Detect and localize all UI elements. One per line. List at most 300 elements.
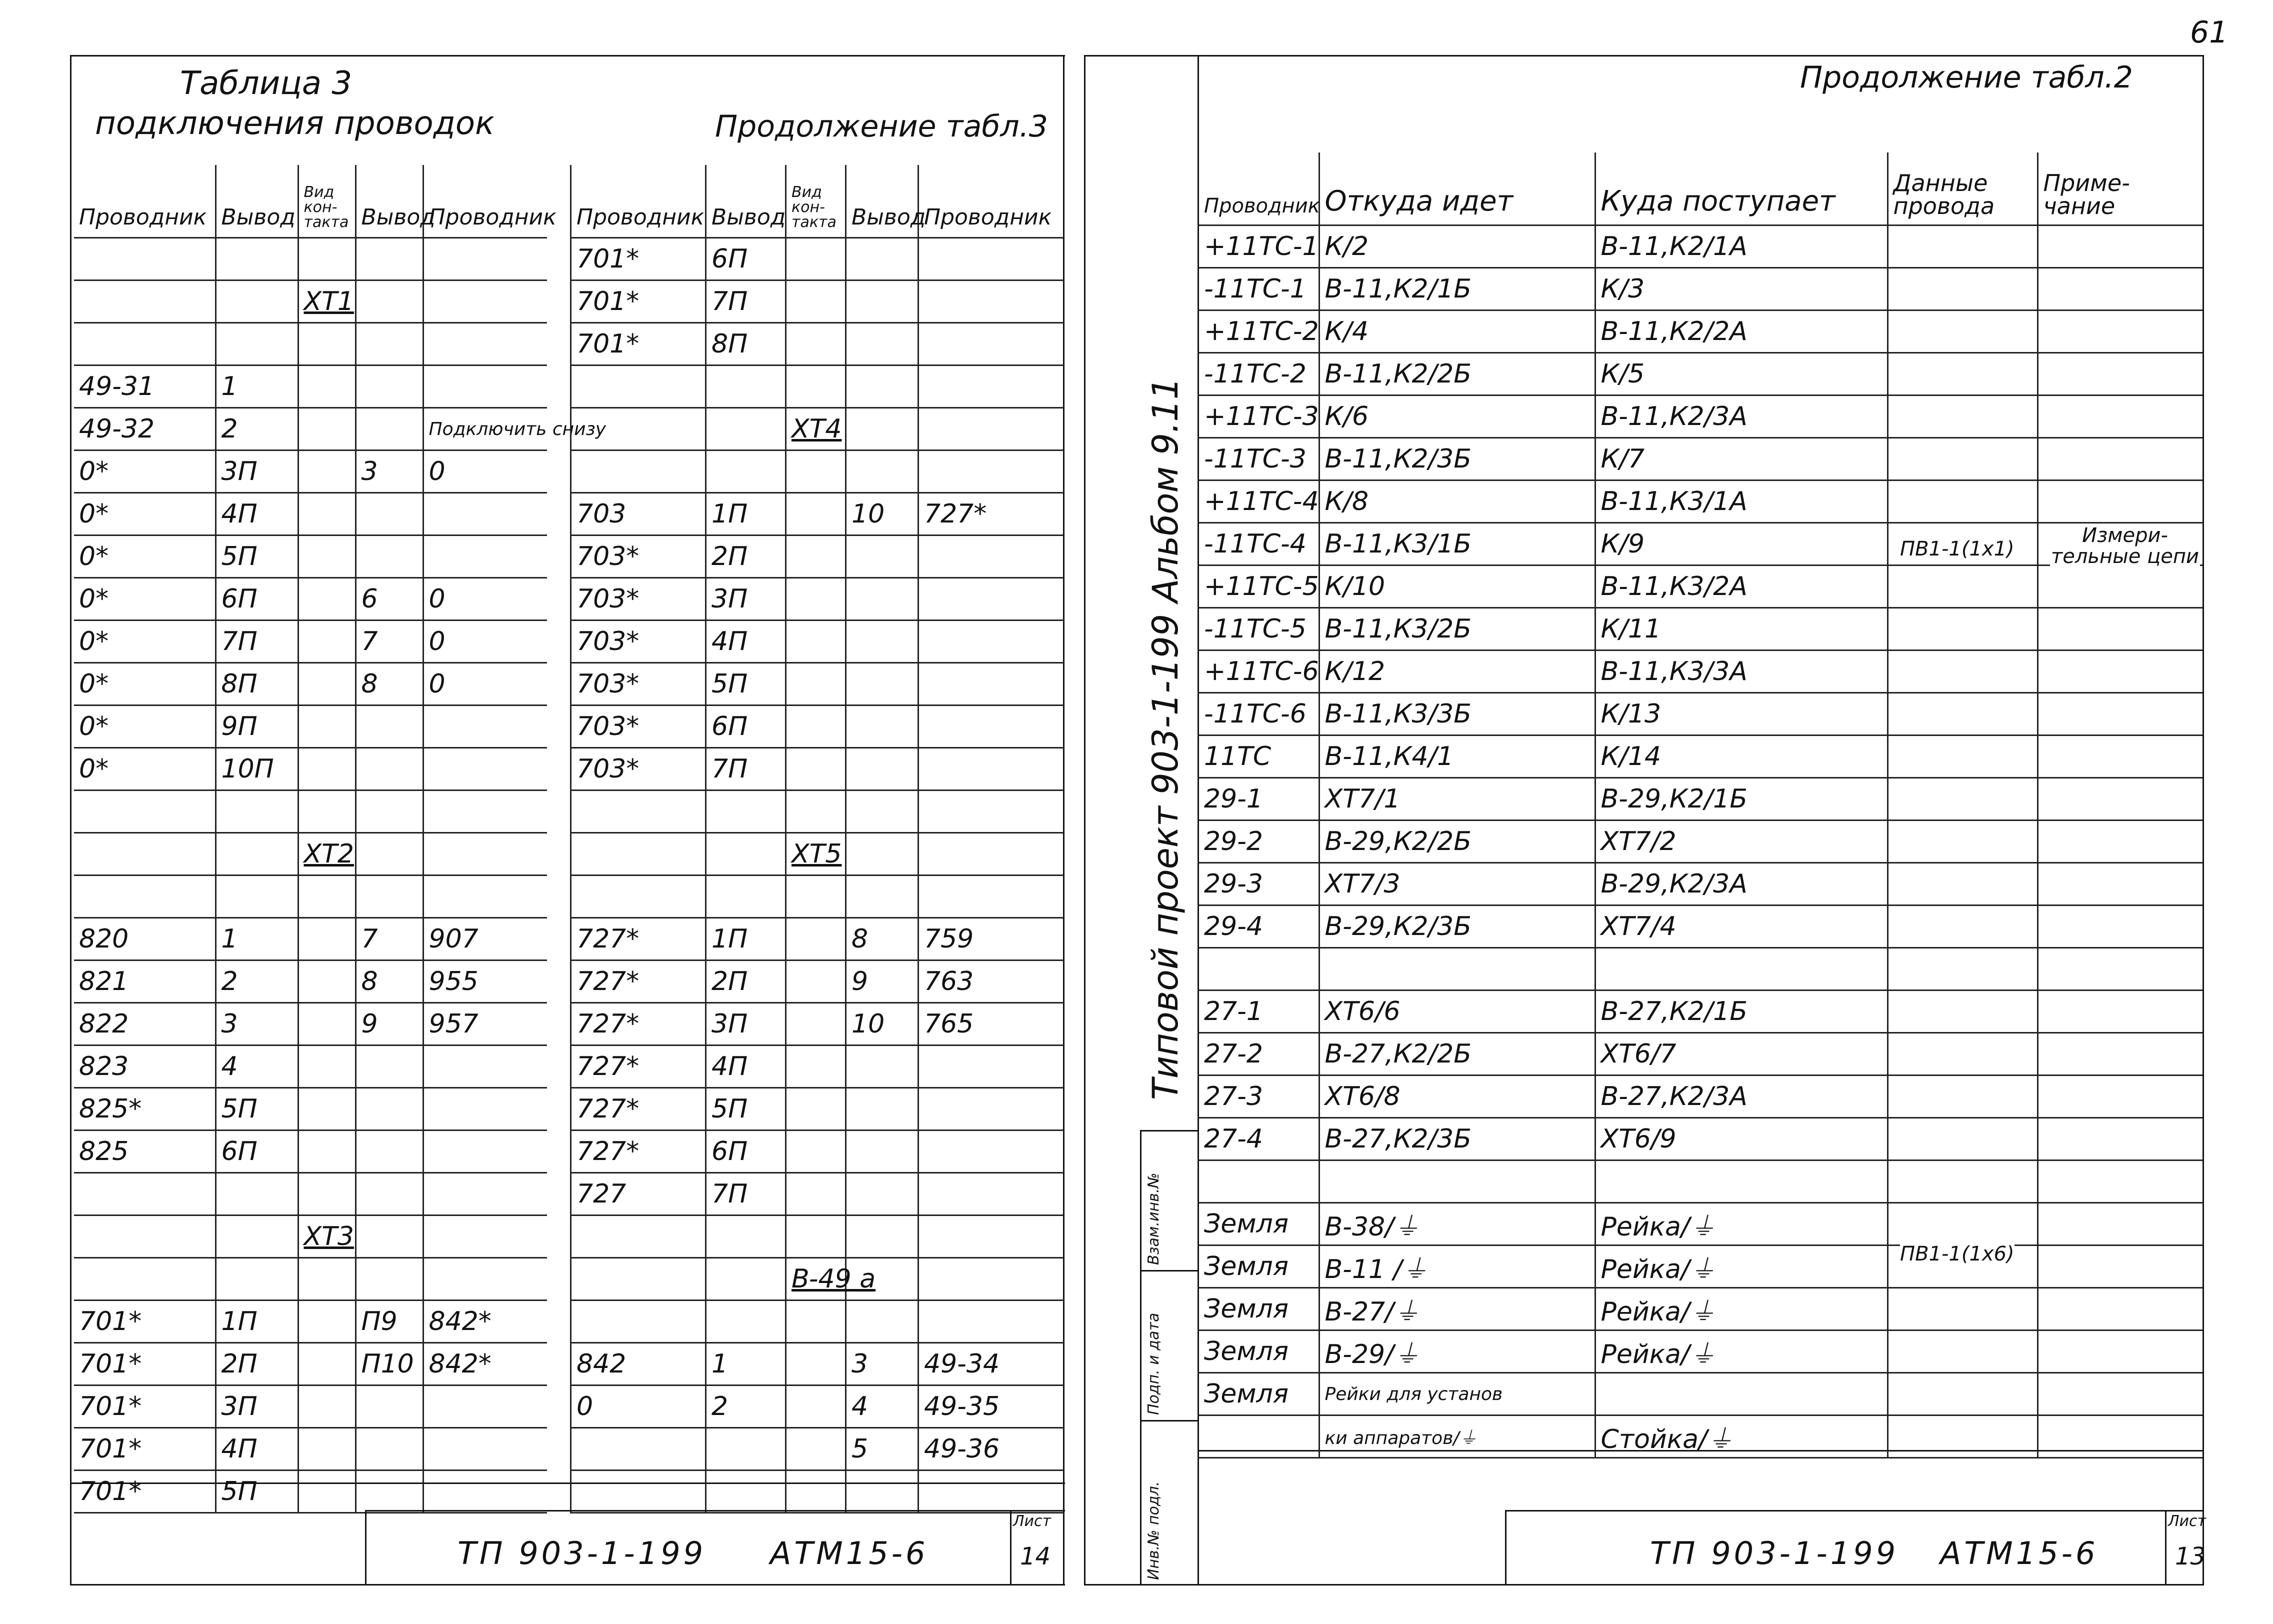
table-cell — [423, 323, 547, 366]
table-row — [1199, 480, 2202, 523]
table-row — [74, 238, 547, 280]
table-cell — [298, 536, 356, 578]
table-cell — [298, 790, 356, 833]
table-cell: 27-3 — [1199, 1076, 1319, 1118]
table-row — [571, 1300, 1064, 1343]
table-cell: 842* — [423, 1343, 547, 1386]
table-cell: 957 — [423, 1003, 547, 1046]
table-cell — [846, 450, 918, 493]
table-cell — [423, 493, 547, 536]
table-cell: 0* — [74, 663, 216, 706]
table-row — [571, 790, 1064, 833]
table-cell: 1 — [216, 366, 298, 408]
table-cell: В-11,К2/1Б — [1319, 268, 1595, 310]
table-cell: 3 — [216, 1003, 298, 1046]
table-cell — [1199, 948, 1319, 990]
table-cell — [356, 366, 423, 408]
table-cell: 4 — [846, 1386, 918, 1428]
table-cell: 2П — [706, 960, 786, 1003]
table-cell — [216, 323, 298, 366]
empty-cell — [1888, 736, 2038, 778]
table-cell — [918, 706, 1064, 748]
table-cell: 4П — [216, 1428, 298, 1470]
table-row — [1199, 863, 2202, 906]
table-row — [74, 876, 547, 918]
table-cell — [74, 790, 216, 833]
continuation-label-left: Продолжение табл.3 — [715, 109, 1048, 144]
table-row — [74, 1386, 547, 1428]
table-cell: 6П — [706, 706, 786, 748]
table-row — [74, 493, 547, 536]
table-row — [74, 1003, 547, 1046]
table-cell — [846, 620, 918, 663]
stamp-code-left: ТП 903-1-199 — [458, 1535, 706, 1572]
table-row — [1199, 1416, 2202, 1458]
table-cell — [786, 1130, 846, 1173]
table-row — [1199, 948, 2202, 990]
header-output: Вывод — [216, 165, 298, 238]
table-cell: 5П — [706, 1088, 786, 1130]
table-cell: К/10 — [1319, 566, 1595, 608]
table-cell: В-11,К2/1А — [1595, 226, 1888, 268]
table-cell: ХТ6/6 — [1319, 990, 1595, 1033]
table-cell — [571, 1216, 706, 1258]
empty-cell — [2038, 820, 2202, 863]
empty-cell — [1888, 650, 2038, 693]
table-cell: 727* — [571, 1003, 706, 1046]
table-cell: 2 — [706, 1386, 786, 1428]
table-cell — [786, 493, 846, 536]
table-cell — [298, 620, 356, 663]
table-row — [74, 706, 547, 748]
table-cell: 29-3 — [1199, 863, 1319, 906]
header-wire-data: Данные провода — [1888, 152, 2038, 226]
table-cell: XT1 — [298, 280, 356, 323]
table-cell — [423, 1216, 547, 1258]
empty-cell — [1888, 353, 2038, 396]
table-cell — [423, 706, 547, 748]
table-cell — [74, 1173, 216, 1216]
table-cell — [918, 1173, 1064, 1216]
table-row — [571, 1088, 1064, 1130]
empty-cell — [2038, 1203, 2202, 1246]
table-cell: -11ТС-3 — [1199, 438, 1319, 480]
table-row — [74, 833, 547, 876]
table-cell — [423, 1088, 547, 1130]
table-row — [74, 578, 547, 620]
table-row — [1199, 1118, 2202, 1160]
table-cell: ХТ6/7 — [1595, 1033, 1888, 1076]
table-cell — [918, 366, 1064, 408]
table-cell — [918, 833, 1064, 876]
table-cell — [846, 748, 918, 790]
table-cell: В-11 /⏚ — [1319, 1246, 1595, 1288]
table-row — [1199, 396, 2202, 438]
table-cell — [423, 1258, 547, 1300]
table-cell — [571, 876, 706, 918]
empty-cell — [2038, 1330, 2202, 1373]
table-cell: 1П — [216, 1300, 298, 1343]
table-cell — [786, 1300, 846, 1343]
table-cell: К/8 — [1319, 480, 1595, 523]
table-cell — [846, 238, 918, 280]
page-number: 61 — [2190, 15, 2228, 50]
wire-data-signal: ПВ1-1(1х1) — [1900, 538, 2014, 560]
table-cell — [918, 663, 1064, 706]
table-row — [1199, 566, 2202, 608]
table-row — [74, 663, 547, 706]
table-cell — [918, 450, 1064, 493]
table-cell: 7 — [356, 918, 423, 960]
empty-cell — [2038, 226, 2202, 268]
table-row — [1199, 268, 2202, 310]
table-cell: 7 — [356, 620, 423, 663]
table-cell: 820 — [74, 918, 216, 960]
sheet-label-left: Лист — [1013, 1512, 1052, 1530]
table-cell — [918, 790, 1064, 833]
table-cell: 7П — [706, 748, 786, 790]
table-row — [1199, 310, 2202, 353]
table-cell — [356, 1088, 423, 1130]
table-cell — [356, 1216, 423, 1258]
table-cell — [423, 790, 547, 833]
table-cell: 7П — [706, 280, 786, 323]
empty-cell — [2038, 1246, 2202, 1288]
stamp-code-right: ТП 903-1-199 — [1650, 1535, 1899, 1572]
table-cell: 907 — [423, 918, 547, 960]
table-cell: -11ТС-6 — [1199, 693, 1319, 736]
table-cell: 701* — [74, 1386, 216, 1428]
table-cell: 3П — [216, 450, 298, 493]
table-cell: 10 — [846, 1003, 918, 1046]
table-cell — [298, 578, 356, 620]
table-cell — [298, 1343, 356, 1386]
table-cell — [571, 790, 706, 833]
table-cell — [571, 1428, 706, 1470]
header-contact: Вид кон- такта — [786, 165, 846, 238]
table-cell — [571, 450, 706, 493]
empty-cell — [1888, 226, 2038, 268]
table-cell: 49-35 — [918, 1386, 1064, 1428]
table-header — [74, 165, 547, 238]
table-cell: Стойка/⏚ — [1595, 1416, 1888, 1458]
table-cell — [786, 918, 846, 960]
table-cell: Рейка/⏚ — [1595, 1203, 1888, 1246]
table-cell — [846, 1173, 918, 1216]
table-cell: 2П — [216, 1343, 298, 1386]
table-cell: 701* — [74, 1300, 216, 1343]
table-cell — [423, 1173, 547, 1216]
table-cell — [786, 1343, 846, 1386]
table-cell: -11ТС-4 — [1199, 523, 1319, 566]
table-cell: 727* — [571, 1130, 706, 1173]
table-cell: XT5 — [786, 833, 846, 876]
table-cell: Земля — [1199, 1330, 1319, 1373]
table-cell: В-11,К3/3Б — [1319, 693, 1595, 736]
table-cell: 3 — [356, 450, 423, 493]
table-cell — [74, 280, 216, 323]
table-cell: 703* — [571, 706, 706, 748]
table-cell: ХТ7/4 — [1595, 906, 1888, 948]
table-cell — [423, 1130, 547, 1173]
table-cell: 0 — [423, 578, 547, 620]
table-cell — [786, 1386, 846, 1428]
table-cell: К/6 — [1319, 396, 1595, 438]
table-cell: 8П — [706, 323, 786, 366]
table-cell — [356, 1046, 423, 1088]
table-cell — [786, 323, 846, 366]
table-cell: В-29,К2/3А — [1595, 863, 1888, 906]
table-cell — [846, 578, 918, 620]
table-row — [571, 876, 1064, 918]
table-cell: 727* — [571, 1046, 706, 1088]
table-row — [1199, 820, 2202, 863]
table-cell — [298, 1258, 356, 1300]
table-cell — [846, 1300, 918, 1343]
table-cell: 0 — [423, 450, 547, 493]
table-cell — [298, 1003, 356, 1046]
table-cell: Земля — [1199, 1203, 1319, 1246]
table-cell: 703* — [571, 578, 706, 620]
table-row — [571, 1046, 1064, 1088]
header-wire: Проводник — [571, 165, 706, 238]
table-row — [1199, 736, 2202, 778]
table-cell: 8 — [846, 918, 918, 960]
empty-cell — [1888, 1033, 2038, 1076]
table-row — [1199, 1246, 2202, 1288]
side-label-replace: Взам.инв.№ — [1145, 1172, 1162, 1265]
table-cell: 9 — [356, 1003, 423, 1046]
table-cell: 1 — [706, 1343, 786, 1386]
table-row — [1199, 1373, 2202, 1416]
empty-cell — [2038, 396, 2202, 438]
table-cell: 701* — [571, 323, 706, 366]
table-cell — [298, 960, 356, 1003]
table-cell — [356, 1173, 423, 1216]
table-cell — [298, 1173, 356, 1216]
table-cell: 703* — [571, 620, 706, 663]
table-cell — [706, 833, 786, 876]
table-cell — [846, 323, 918, 366]
table-row — [74, 1343, 547, 1386]
table-cell — [1199, 1160, 1319, 1203]
header-output-2: Вывод — [846, 165, 918, 238]
table-cell — [356, 1130, 423, 1173]
table-cell — [356, 790, 423, 833]
table-cell — [706, 1216, 786, 1258]
table-cell — [1319, 1160, 1595, 1203]
table-cell — [1595, 948, 1888, 990]
table-row — [1199, 608, 2202, 650]
table-cell: 6П — [706, 238, 786, 280]
table-cell — [786, 748, 846, 790]
table-cell — [216, 790, 298, 833]
empty-cell — [1888, 480, 2038, 523]
table-cell — [423, 238, 547, 280]
table-cell: +11ТС-2 — [1199, 310, 1319, 353]
table-cell — [423, 1470, 547, 1513]
table-row — [571, 1258, 1064, 1300]
table-cell: 842 — [571, 1343, 706, 1386]
table-cell: 29-2 — [1199, 820, 1319, 863]
continuation-label-right: Продолжение табл.2 — [1800, 60, 2133, 95]
table-cell: 823 — [74, 1046, 216, 1088]
table-cell — [846, 1470, 918, 1513]
table-row — [1199, 353, 2202, 396]
table-cell: -11ТС-5 — [1199, 608, 1319, 650]
table-cell: 701* — [571, 280, 706, 323]
table-cell: 8П — [216, 663, 298, 706]
table-cell — [298, 238, 356, 280]
sheet-number-left: 14 — [1020, 1542, 1051, 1570]
table-cell — [786, 238, 846, 280]
table-row — [1199, 226, 2202, 268]
table-subtitle: подключения проводок — [95, 105, 494, 142]
table-cell — [918, 1046, 1064, 1088]
empty-cell — [1888, 438, 2038, 480]
table-cell — [356, 536, 423, 578]
table-cell: 10П — [216, 748, 298, 790]
table-cell: В-11,К3/1А — [1595, 480, 1888, 523]
table-cell — [423, 833, 547, 876]
table-cell: 821 — [74, 960, 216, 1003]
sheet-label-right: Лист — [2168, 1512, 2206, 1530]
empty-cell — [1888, 1076, 2038, 1118]
table-cell: 1 — [216, 918, 298, 960]
table-row — [571, 323, 1064, 366]
table-cell: 0 — [423, 663, 547, 706]
table-row — [1199, 438, 2202, 480]
table-cell — [706, 408, 786, 450]
table-cell — [846, 366, 918, 408]
table-cell: 9 — [846, 960, 918, 1003]
table-cell — [423, 1428, 547, 1470]
table-cell: 703* — [571, 748, 706, 790]
table-cell — [786, 620, 846, 663]
table-cell — [216, 1258, 298, 1300]
table-cell — [918, 536, 1064, 578]
table-cell — [298, 748, 356, 790]
table-cell: 701* — [74, 1343, 216, 1386]
table-row — [1199, 778, 2202, 820]
empty-cell — [2038, 693, 2202, 736]
table-row — [571, 1003, 1064, 1046]
table-cell — [846, 1216, 918, 1258]
table-cell: К/9 — [1595, 523, 1888, 566]
table-cell: Рейка/⏚ — [1595, 1330, 1888, 1373]
table-cell: П10 — [356, 1343, 423, 1386]
table-cell — [298, 1130, 356, 1173]
table-cell: 2П — [706, 536, 786, 578]
table-cell: В-11,К2/3А — [1595, 396, 1888, 438]
table-cell: К/3 — [1595, 268, 1888, 310]
table-cell: 3 — [846, 1343, 918, 1386]
table-cell: 49-32 — [74, 408, 216, 450]
table-cell: 11ТС — [1199, 736, 1319, 778]
table-cell: 825* — [74, 1088, 216, 1130]
table-cell: В-11,К3/1Б — [1319, 523, 1595, 566]
table-row — [74, 366, 547, 408]
table-cell: В-27,К2/1Б — [1595, 990, 1888, 1033]
table-row — [74, 408, 547, 450]
empty-cell — [1888, 608, 2038, 650]
header-note: Приме- чание — [2038, 152, 2202, 226]
table-cell: +11ТС-6 — [1199, 650, 1319, 693]
table-cell: 49-36 — [918, 1428, 1064, 1470]
table-cell — [706, 1470, 786, 1513]
table-cell: 6 — [356, 578, 423, 620]
table-cell: ХТ7/1 — [1319, 778, 1595, 820]
table-cell: В-29,К2/3Б — [1319, 906, 1595, 948]
wiring-table — [1199, 152, 2202, 1458]
table-row — [571, 663, 1064, 706]
table-header — [571, 165, 1064, 238]
table-cell — [706, 450, 786, 493]
table-cell: XT3 — [298, 1216, 356, 1258]
empty-cell — [1888, 310, 2038, 353]
table-cell: 9П — [216, 706, 298, 748]
table-cell: К/5 — [1595, 353, 1888, 396]
empty-cell — [2038, 353, 2202, 396]
table-cell: 3П — [706, 578, 786, 620]
table-row — [74, 1300, 547, 1343]
table-cell — [918, 323, 1064, 366]
table-cell — [786, 280, 846, 323]
wire-data-ground: ПВ1-1(1х6) — [1900, 1242, 2014, 1266]
table-cell — [356, 1258, 423, 1300]
empty-cell — [1888, 693, 2038, 736]
table-row — [74, 1428, 547, 1470]
table-row — [1199, 1076, 2202, 1118]
table-cell: 0* — [74, 536, 216, 578]
table-row — [74, 1046, 547, 1088]
table-cell: В-11,К2/3Б — [1319, 438, 1595, 480]
header-from: Откуда идет — [1319, 152, 1595, 226]
table-cell — [356, 748, 423, 790]
table-cell: В-11,К3/3А — [1595, 650, 1888, 693]
table-cell: 3П — [706, 1003, 786, 1046]
table-cell: К/11 — [1595, 608, 1888, 650]
table-cell — [846, 1088, 918, 1130]
table-cell: 0* — [74, 493, 216, 536]
empty-cell — [1888, 778, 2038, 820]
table-cell: +11ТС-1 — [1199, 226, 1319, 268]
empty-cell — [2038, 608, 2202, 650]
table-row — [1199, 650, 2202, 693]
table-cell: 1П — [706, 918, 786, 960]
table-cell: ХТ6/8 — [1319, 1076, 1595, 1118]
table-cell — [786, 1428, 846, 1470]
table-cell — [918, 1300, 1064, 1343]
header-wire-2: Проводник — [423, 165, 547, 238]
table-cell: 49-34 — [918, 1343, 1064, 1386]
table-cell — [786, 1088, 846, 1130]
table-row — [1199, 906, 2202, 948]
table-cell — [918, 876, 1064, 918]
table-cell — [918, 1258, 1064, 1300]
empty-cell — [1888, 1160, 2038, 1203]
table-cell — [1595, 1373, 1888, 1416]
table-cell — [918, 280, 1064, 323]
empty-cell — [2038, 1033, 2202, 1076]
header-output: Вывод — [706, 165, 786, 238]
table-row — [74, 918, 547, 960]
table-row — [571, 960, 1064, 1003]
empty-cell — [2038, 1160, 2202, 1203]
table-cell: Земля — [1199, 1373, 1319, 1416]
table-row — [571, 1130, 1064, 1173]
table-cell: В-29,К2/1Б — [1595, 778, 1888, 820]
